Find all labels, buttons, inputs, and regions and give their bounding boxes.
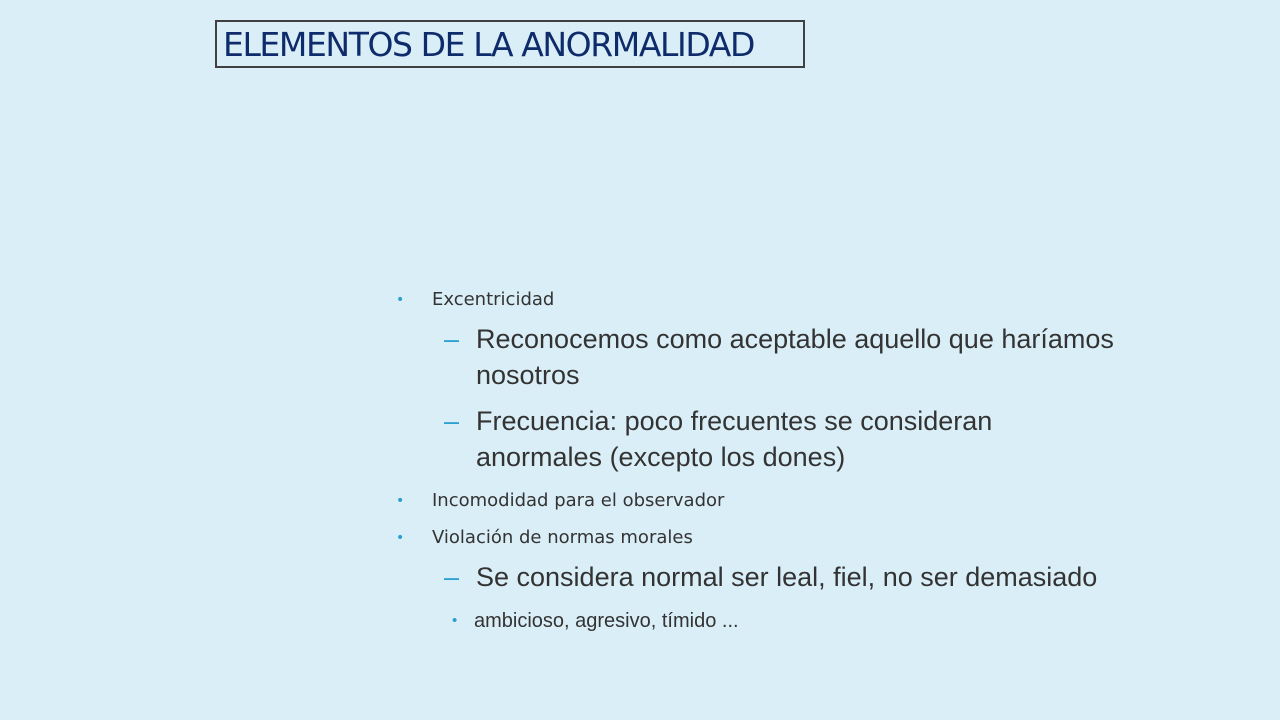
bullet-item-excentricidad [396, 284, 1116, 316]
sub-bullet-text: Se considera normal ser leal, fiel, no ser demasiado [476, 562, 1098, 592]
sub-bullet-text: Frecuencia: poco frecuentes se consideran anormales (excepto los dones) [476, 406, 993, 472]
slide-title-box [215, 20, 805, 68]
bullet-item-incomodidad [396, 485, 1116, 517]
bullet-item-violacion [396, 522, 1116, 554]
bullet-text: Violación de normas morales [432, 527, 693, 548]
sub-bullet-item [396, 321, 1116, 393]
bullet-icon: • [396, 530, 405, 546]
sub-bullet-item [396, 559, 1116, 595]
bullet-icon: • [396, 493, 405, 509]
sub-sub-bullet-text: ambicioso, agresivo, tímido ... [474, 610, 739, 632]
bullet-list [396, 284, 1116, 637]
dash-icon: – [444, 406, 460, 436]
bullet-icon: • [396, 292, 405, 308]
dash-icon: – [444, 324, 460, 354]
sub-bullet-text: Reconocemos como aceptable aquello que haríamos nosotros [476, 324, 1114, 390]
sub-sub-bullet-item [396, 605, 1116, 637]
dash-icon: – [444, 562, 460, 592]
sub-bullet-item [396, 403, 1116, 475]
slide-title: ELEMENTOS DE LA ANORMALIDAD [223, 24, 754, 64]
bullet-text: Excentricidad [432, 289, 555, 310]
bullet-text: Incomodidad para el observador [432, 490, 725, 511]
bullet-icon: • [452, 612, 458, 629]
